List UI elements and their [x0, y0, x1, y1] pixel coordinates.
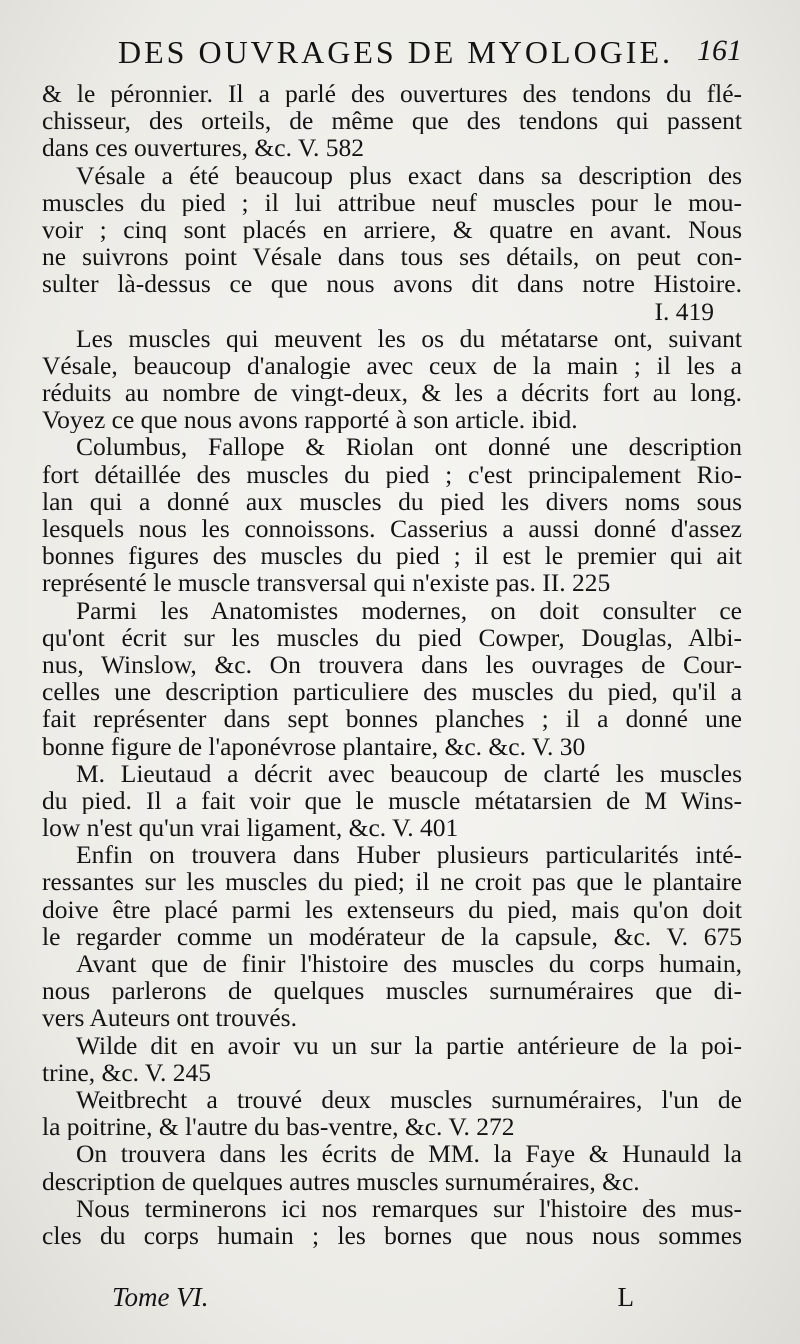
text-line: muscles du pied ; il lui attribue neuf muscles pour le mou-	[42, 188, 742, 216]
page-footer	[112, 1282, 700, 1316]
text-line: nous parlerons de quelques muscles surnuméraires que di-	[42, 977, 742, 1005]
text-line: sulter là-dessus ce que nous avons dit dans notre Histoire.	[42, 270, 742, 298]
text-line: Wilde dit en avoir vu un sur la partie antérieure de la poi-	[76, 1031, 742, 1059]
text-line: vers Auteurs ont trouvés.	[42, 1004, 297, 1032]
running-header	[60, 34, 760, 74]
text-line: description de quelques autres muscles surnuméraires, &c.	[42, 1167, 640, 1195]
text-line: Enfin on trouvera dans Huber plusieurs particularités inté-	[76, 841, 742, 869]
text-line: représenté le muscle transversal qui n'existe pas. II. 225	[42, 569, 611, 597]
text-line: voir ; cinq sont placés en arriere, & quatre en avant. Nous	[42, 215, 742, 244]
text-line: lan qui a donné aux muscles du pied les divers noms sous	[42, 487, 742, 515]
text-line: Les muscles qui meuvent les os du métatarse ont, suivant	[76, 324, 742, 352]
text-line: & le péronnier. Il a parlé des ouvertures des tendons du flé-	[42, 80, 742, 108]
text-line: Nous terminerons ici nos remarques sur l'histoire des mus-	[76, 1194, 742, 1222]
text-line: qu'ont écrit sur les muscles du pied Cowper, Douglas, Albi-	[42, 623, 742, 651]
text-line: dans ces ouvertures, &c. V. 582	[42, 134, 364, 162]
text-line: doive être placé parmi les extenseurs du pied, mais qu'on doit	[42, 895, 742, 923]
text-line: Avant que de finir l'histoire des muscles du corps humain,	[76, 950, 742, 978]
reference: I. 419	[654, 297, 714, 325]
text-line: Columbus, Fallope & Riolan ont donné une description	[76, 433, 742, 461]
text-line: chisseur, des orteils, de même que des tendons qui passent	[42, 107, 742, 135]
text-line: fait représenter dans sept bonnes planches ; il a donné une	[42, 705, 742, 733]
text-line: fort détaillée des muscles du pied ; c'est principalement Rio-	[42, 460, 742, 488]
text-line: le regarder comme un modérateur de la capsule, &c. V. 675	[42, 922, 742, 950]
text-line: bonne figure de l'aponévrose plantaire, &c. &c. V. 30	[42, 732, 586, 760]
text-line: lesquels nous les connoissons. Casserius a aussi donné d'assez	[42, 515, 742, 543]
text-line: Voyez ce que nous avons rapporté à son article. ibid.	[42, 406, 578, 434]
text-line: Weitbrecht a trouvé deux muscles surnuméraires, l'un de	[76, 1085, 742, 1114]
signature-mark: L	[617, 1282, 634, 1312]
text-line: low n'est qu'un vrai ligament, &c. V. 401	[42, 814, 459, 842]
text-line: Vésale a été beaucoup plus exact dans sa description des	[76, 161, 742, 189]
text-line: trine, &c. V. 245	[42, 1058, 212, 1086]
text-line: celles une description particuliere des muscles du pied, qu'il a	[42, 678, 742, 706]
page-body	[42, 80, 742, 1249]
text-line: bonnes figures des muscles du pied ; il est le premier qui ait	[42, 542, 742, 570]
text-line: Vésale, beaucoup d'analogie avec ceux de la main ; il les a	[42, 351, 742, 380]
page-number: 161	[697, 34, 742, 67]
text-line: réduits au nombre de vingt-deux, & les a décrits fort au long.	[42, 379, 742, 407]
text-line: Parmi les Anatomistes modernes, on doit consulter ce	[76, 596, 742, 624]
text-line: ressantes sur les muscles du pied; il ne croit pas que le plantaire	[42, 868, 742, 896]
running-title: DES OUVRAGES DE MYOLOGIE.	[118, 34, 673, 70]
text-line: M. Lieutaud a décrit avec beaucoup de clarté les muscles	[76, 759, 742, 787]
text-line: cles du corps humain ; les bornes que nous nous sommes	[42, 1221, 742, 1250]
text-line: ne suivrons point Vésale dans tous ses détails, on peut con-	[42, 243, 742, 271]
text-line: nus, Winslow, &c. On trouvera dans les ouvrages de Cour-	[42, 650, 742, 679]
text-line: du pied. Il a fait voir que le muscle métatarsien de M Wins-	[42, 786, 742, 815]
text-line: On trouvera dans les écrits de MM. la Faye & Hunauld la	[76, 1140, 742, 1168]
text-line: la poitrine, & l'autre du bas-ventre, &c. V. 272	[42, 1113, 515, 1141]
volume-mark: Tome VI.	[112, 1282, 209, 1312]
